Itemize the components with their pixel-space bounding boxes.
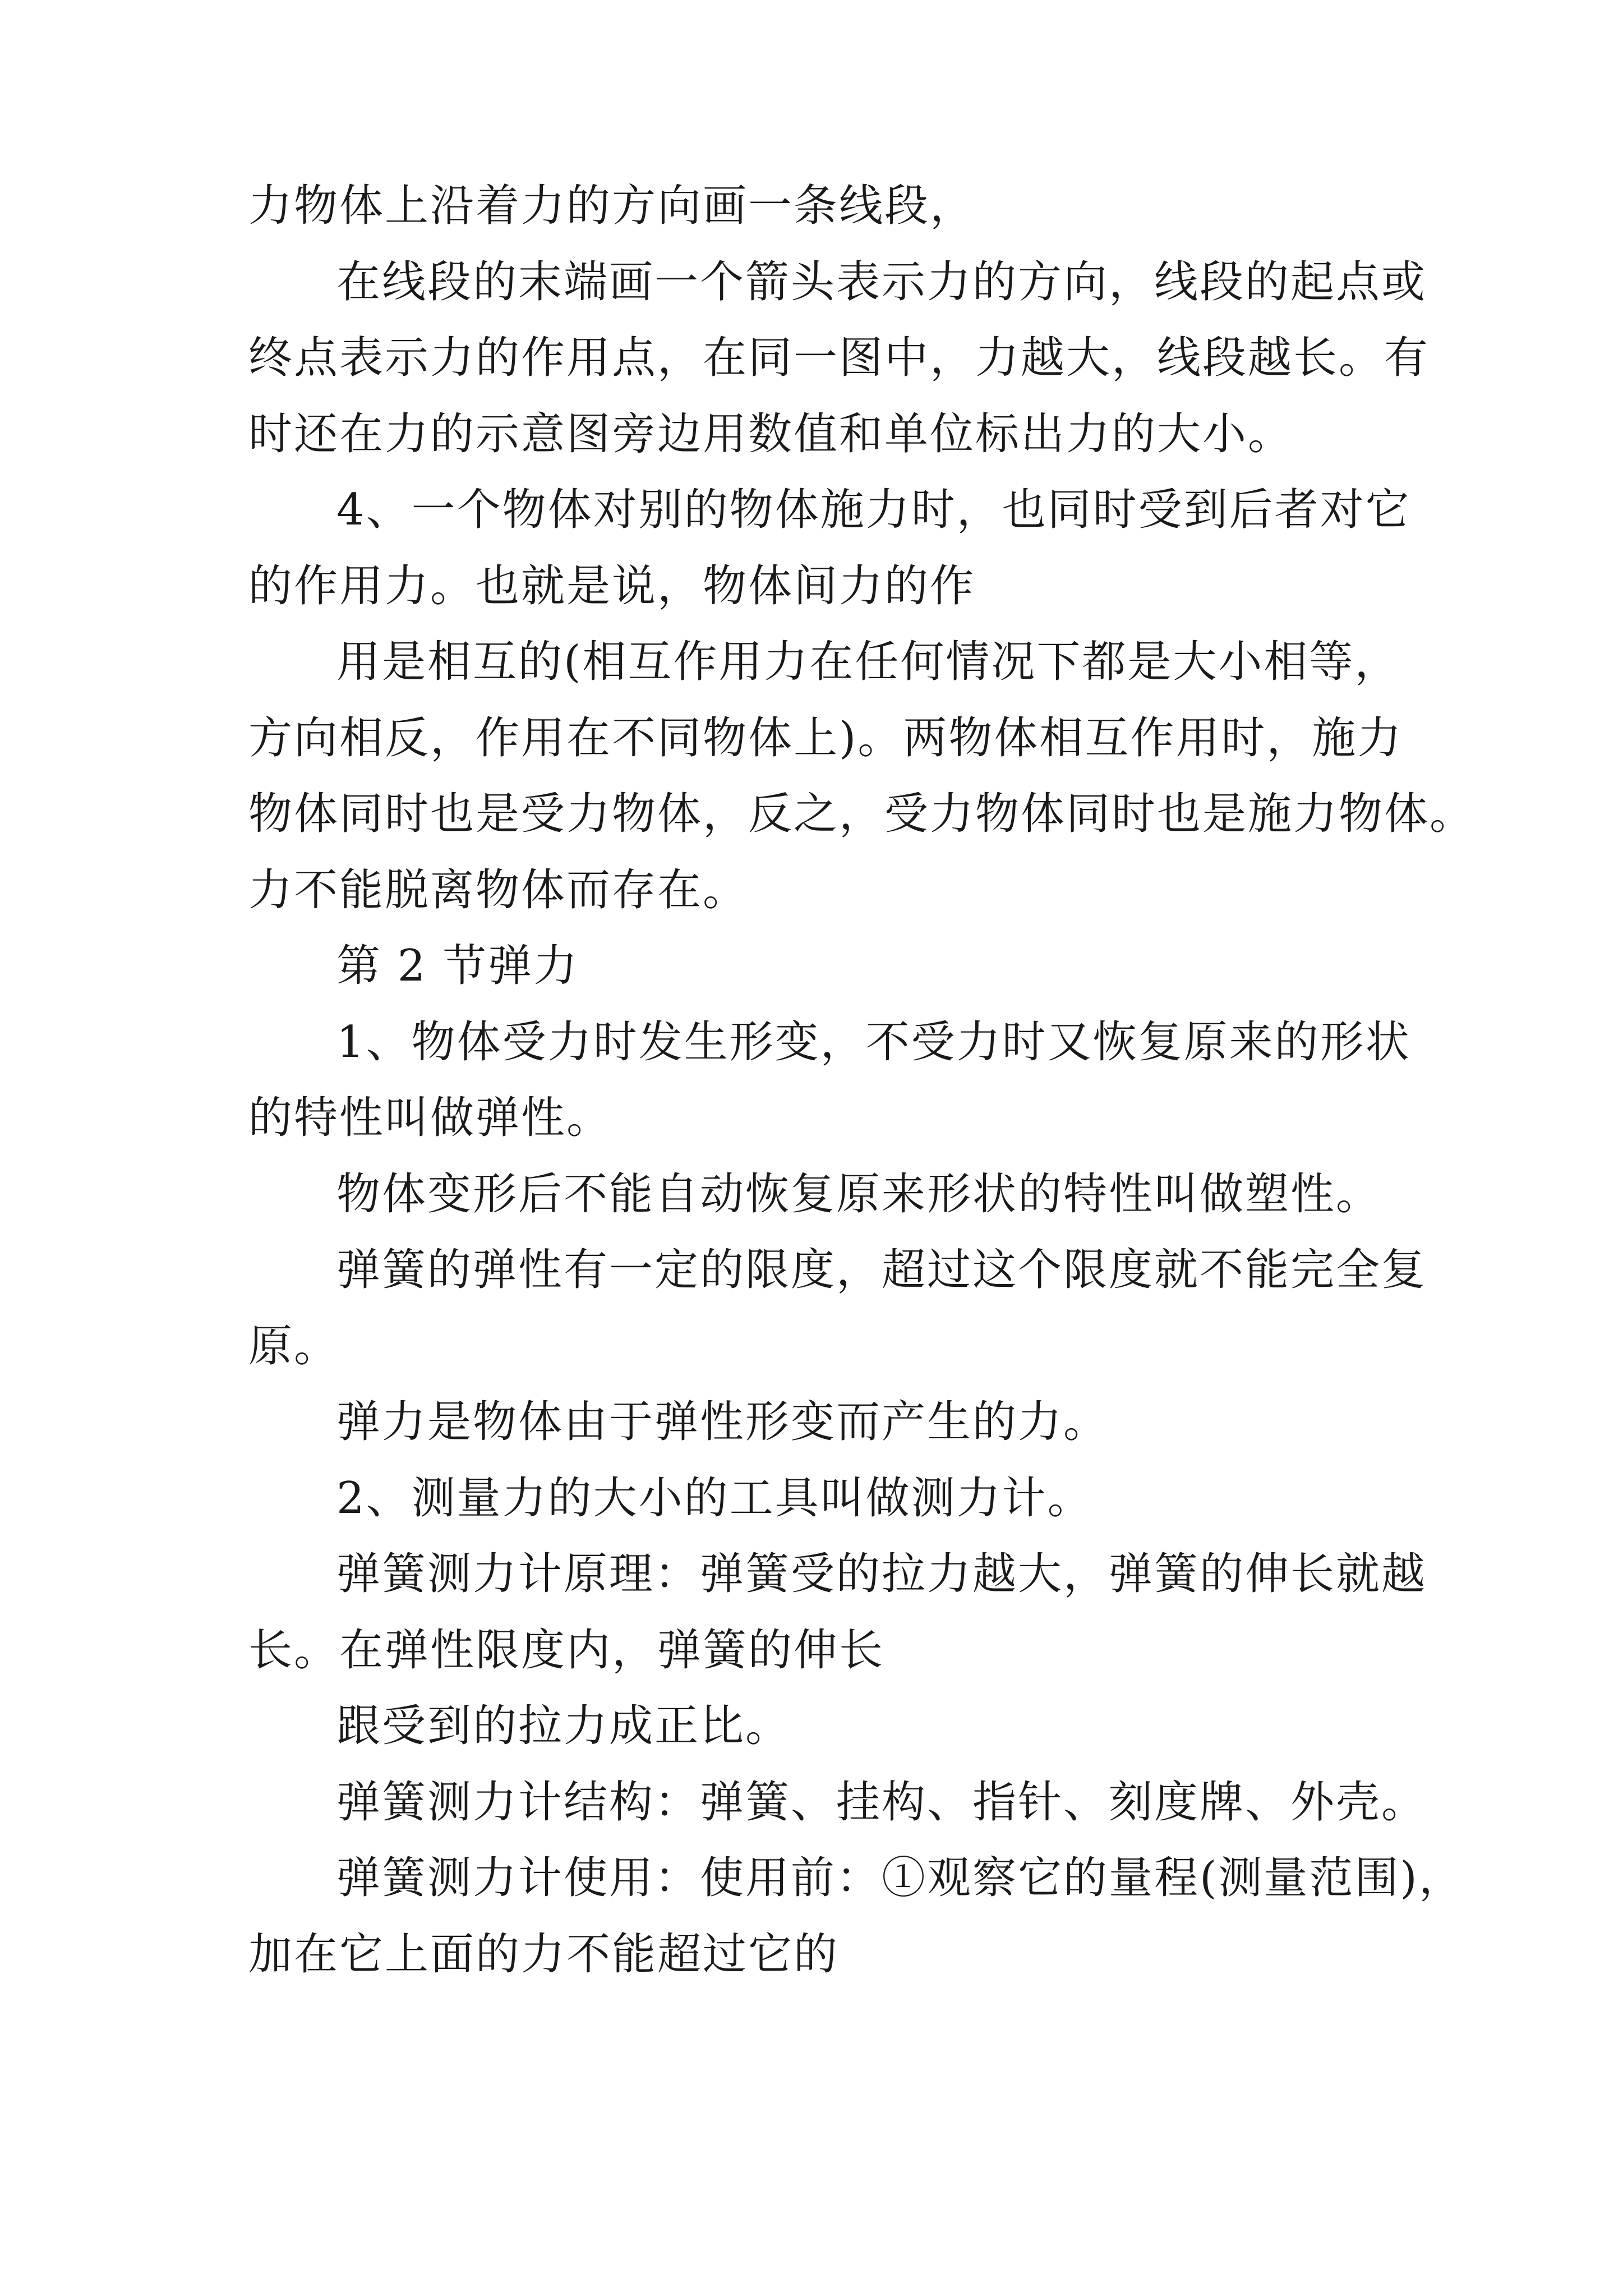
text-line: 时还在力的示意图旁边用数值和单位标出力的大小。 [248,408,1294,459]
text-line: 用是相互的(相互作用力在任何情况下都是大小相等， [336,637,1400,687]
text-line: 4、一个物体对别的物体施力时，也同时受到后者对它 [336,485,1411,535]
text-line: 2、测量力的大小的工具叫做测力计。 [336,1473,1093,1524]
text-line: 原。 [248,1320,340,1372]
text-line: 跟受到的拉力成正比。 [336,1701,791,1751]
text-line: 的特性叫做弹性。 [248,1093,612,1143]
text-line: 弹簧测力计使用：使用前：①观察它的量程(测量范围)， [336,1853,1464,1903]
text-line: 力不能脱离物体而存在。 [248,864,749,915]
text-line: 物体同时也是受力物体，反之，受力物体同时也是施力物体。 [248,789,1476,839]
section-heading: 第 2 节弹力 [336,941,579,991]
text-line: 弹簧测力计结构：弹簧、挂构、指针、刻度牌、外壳。 [336,1777,1427,1828]
text-line: 弹簧测力计原理：弹簧受的拉力越大，弹簧的伸长就越 [336,1549,1427,1599]
text-line: 物体变形后不能自动恢复原来形状的特性叫做塑性。 [336,1168,1382,1220]
text-line: 力物体上沿着力的方向画一条线段， [248,181,976,231]
text-line: 终点表示力的作用点，在同一图中，力越大，线段越长。有 [248,333,1430,383]
text-line: 加在它上面的力不能超过它的 [248,1929,840,1980]
text-line: 的作用力。也就是说，物体间力的作 [248,560,976,611]
text-line: 1、物体受力时发生形变，不受力时又恢复原来的形状 [336,1016,1411,1068]
text-line: 弹簧的弹性有一定的限度，超过这个限度就不能完全复 [336,1245,1427,1295]
text-line: 在线段的末端画一个箭头表示力的方向，线段的起点或 [336,256,1427,307]
text-line: 长。在弹性限度内，弹簧的伸长 [248,1625,885,1676]
text-line: 方向相反，作用在不同物体上)。两物体相互作用时，施力 [248,712,1403,763]
text-line: 弹力是物体由于弹性形变而产生的力。 [336,1397,1109,1447]
document-body [248,168,1476,1993]
